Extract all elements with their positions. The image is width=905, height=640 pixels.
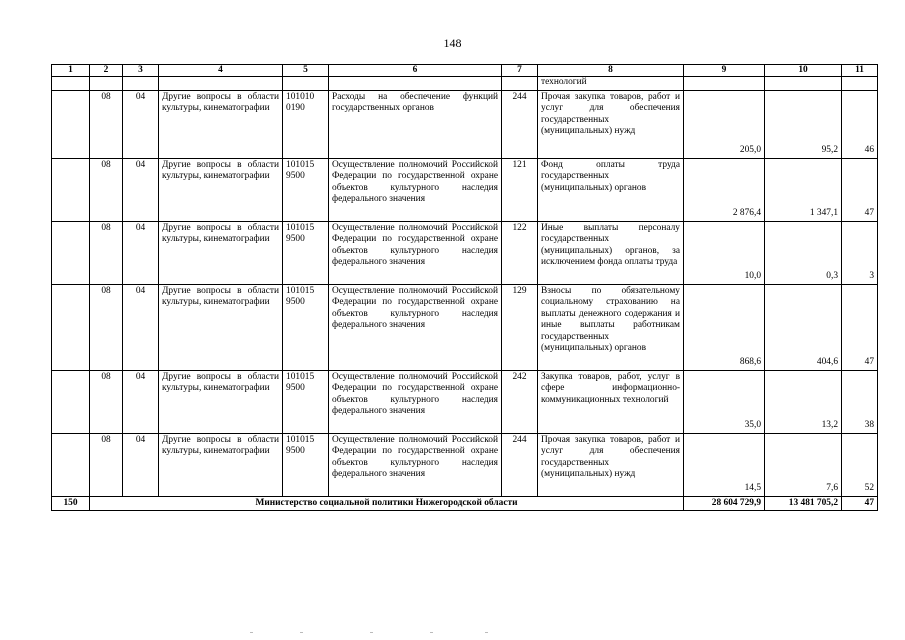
executed-amount: 95,2 [765,90,842,158]
expense-type-name: Прочая закупка товаров, работ и услуг для обеспечения государственных (муниципальных) нужд [538,90,684,158]
section-name: Другие вопросы в области культуры, кинематографии [159,90,283,158]
subsection-code: 04 [123,370,159,433]
article-name: Осуществление полномочий Российской Федерации по государственной охране объектов культурного наследия федерального значения [329,284,502,370]
subsection-code: 04 [123,433,159,496]
expense-type-name: Фонд оплаты труда государственных (муниципальных) органов [538,158,684,221]
scan-artifact [240,628,500,636]
column-number: 10 [765,65,842,77]
page-number: 148 [443,36,462,50]
subsection-code: 04 [123,284,159,370]
target-article: 101015 9500 [283,158,329,221]
expense-type-code: 129 [502,284,538,370]
expense-type-name: Закупка товаров, работ, услуг в сфере информационно-коммуникационных технологий [538,370,684,433]
budget-table [51,64,878,511]
column-number: 7 [502,65,538,77]
planned-amount: 10,0 [684,221,765,284]
section-code: 08 [90,433,123,496]
expense-type-code: 242 [502,370,538,433]
column-number-row [52,65,878,77]
total-percent-executed: 47 [842,496,878,511]
article-name: Осуществление полномочий Российской Федерации по государственной охране объектов культурного наследия федерального значения [329,158,502,221]
executed-amount: 7,6 [765,433,842,496]
percent-executed: 52 [842,433,878,496]
section-code: 08 [90,284,123,370]
section-name: Другие вопросы в области культуры, кинематографии [159,284,283,370]
expense-type-code: 121 [502,158,538,221]
table-row [52,433,878,496]
section-code: 08 [90,90,123,158]
total-row-number: 150 [52,496,90,511]
percent-executed: 47 [842,158,878,221]
table-row [52,158,878,221]
continuation-row [52,77,878,91]
table-row [52,90,878,158]
percent-executed: 46 [842,90,878,158]
planned-amount: 35,0 [684,370,765,433]
ministry-name: Министерство социальной политики Нижегородской области [90,496,684,511]
percent-executed: 3 [842,221,878,284]
planned-amount: 205,0 [684,90,765,158]
section-name: Другие вопросы в области культуры, кинематографии [159,433,283,496]
article-name: Расходы на обеспечение функций государственных органов [329,90,502,158]
article-name: Осуществление полномочий Российской Федерации по государственной охране объектов культурного наследия федерального значения [329,221,502,284]
table-row [52,370,878,433]
target-article: 101015 9500 [283,284,329,370]
column-number: 11 [842,65,878,77]
expense-type-name: Взносы по обязательному социальному страхованию на выплаты денежного содержания и иные выплаты работникам государственных (муниципальных) органов [538,284,684,370]
planned-amount: 2 876,4 [684,158,765,221]
executed-amount: 1 347,1 [765,158,842,221]
column-number: 9 [684,65,765,77]
section-code: 08 [90,221,123,284]
expense-type-code: 122 [502,221,538,284]
subsection-code: 04 [123,158,159,221]
total-executed-amount: 13 481 705,2 [765,496,842,511]
expense-type-name: Прочая закупка товаров, работ и услуг для обеспечения государственных (муниципальных) нужд [538,433,684,496]
planned-amount: 14,5 [684,433,765,496]
planned-amount: 868,6 [684,284,765,370]
section-name: Другие вопросы в области культуры, кинематографии [159,370,283,433]
column-number: 6 [329,65,502,77]
target-article: 101010 0190 [283,90,329,158]
executed-amount: 404,6 [765,284,842,370]
subsection-code: 04 [123,221,159,284]
section-code: 08 [90,370,123,433]
expense-type-code: 244 [502,90,538,158]
target-article: 101015 9500 [283,370,329,433]
column-number: 1 [52,65,90,77]
target-article: 101015 9500 [283,221,329,284]
expense-type-name: Иные выплаты персоналу государственных (муниципальных) органов, за исключением фонда оплаты труда [538,221,684,284]
total-row [52,496,878,511]
section-name: Другие вопросы в области культуры, кинематографии [159,221,283,284]
total-planned-amount: 28 604 729,9 [684,496,765,511]
column-number: 5 [283,65,329,77]
column-number: 3 [123,65,159,77]
table-row [52,284,878,370]
executed-amount: 0,3 [765,221,842,284]
subsection-code: 04 [123,90,159,158]
percent-executed: 47 [842,284,878,370]
table-row [52,221,878,284]
percent-executed: 38 [842,370,878,433]
column-number: 4 [159,65,283,77]
executed-amount: 13,2 [765,370,842,433]
column-number: 2 [90,65,123,77]
expense-type-code: 244 [502,433,538,496]
section-code: 08 [90,158,123,221]
article-name: Осуществление полномочий Российской Федерации по государственной охране объектов культурного наследия федерального значения [329,433,502,496]
section-name: Другие вопросы в области культуры, кинематографии [159,158,283,221]
article-name: Осуществление полномочий Российской Федерации по государственной охране объектов культурного наследия федерального значения [329,370,502,433]
continuation-text: технологий [538,77,684,91]
target-article: 101015 9500 [283,433,329,496]
column-number: 8 [538,65,684,77]
